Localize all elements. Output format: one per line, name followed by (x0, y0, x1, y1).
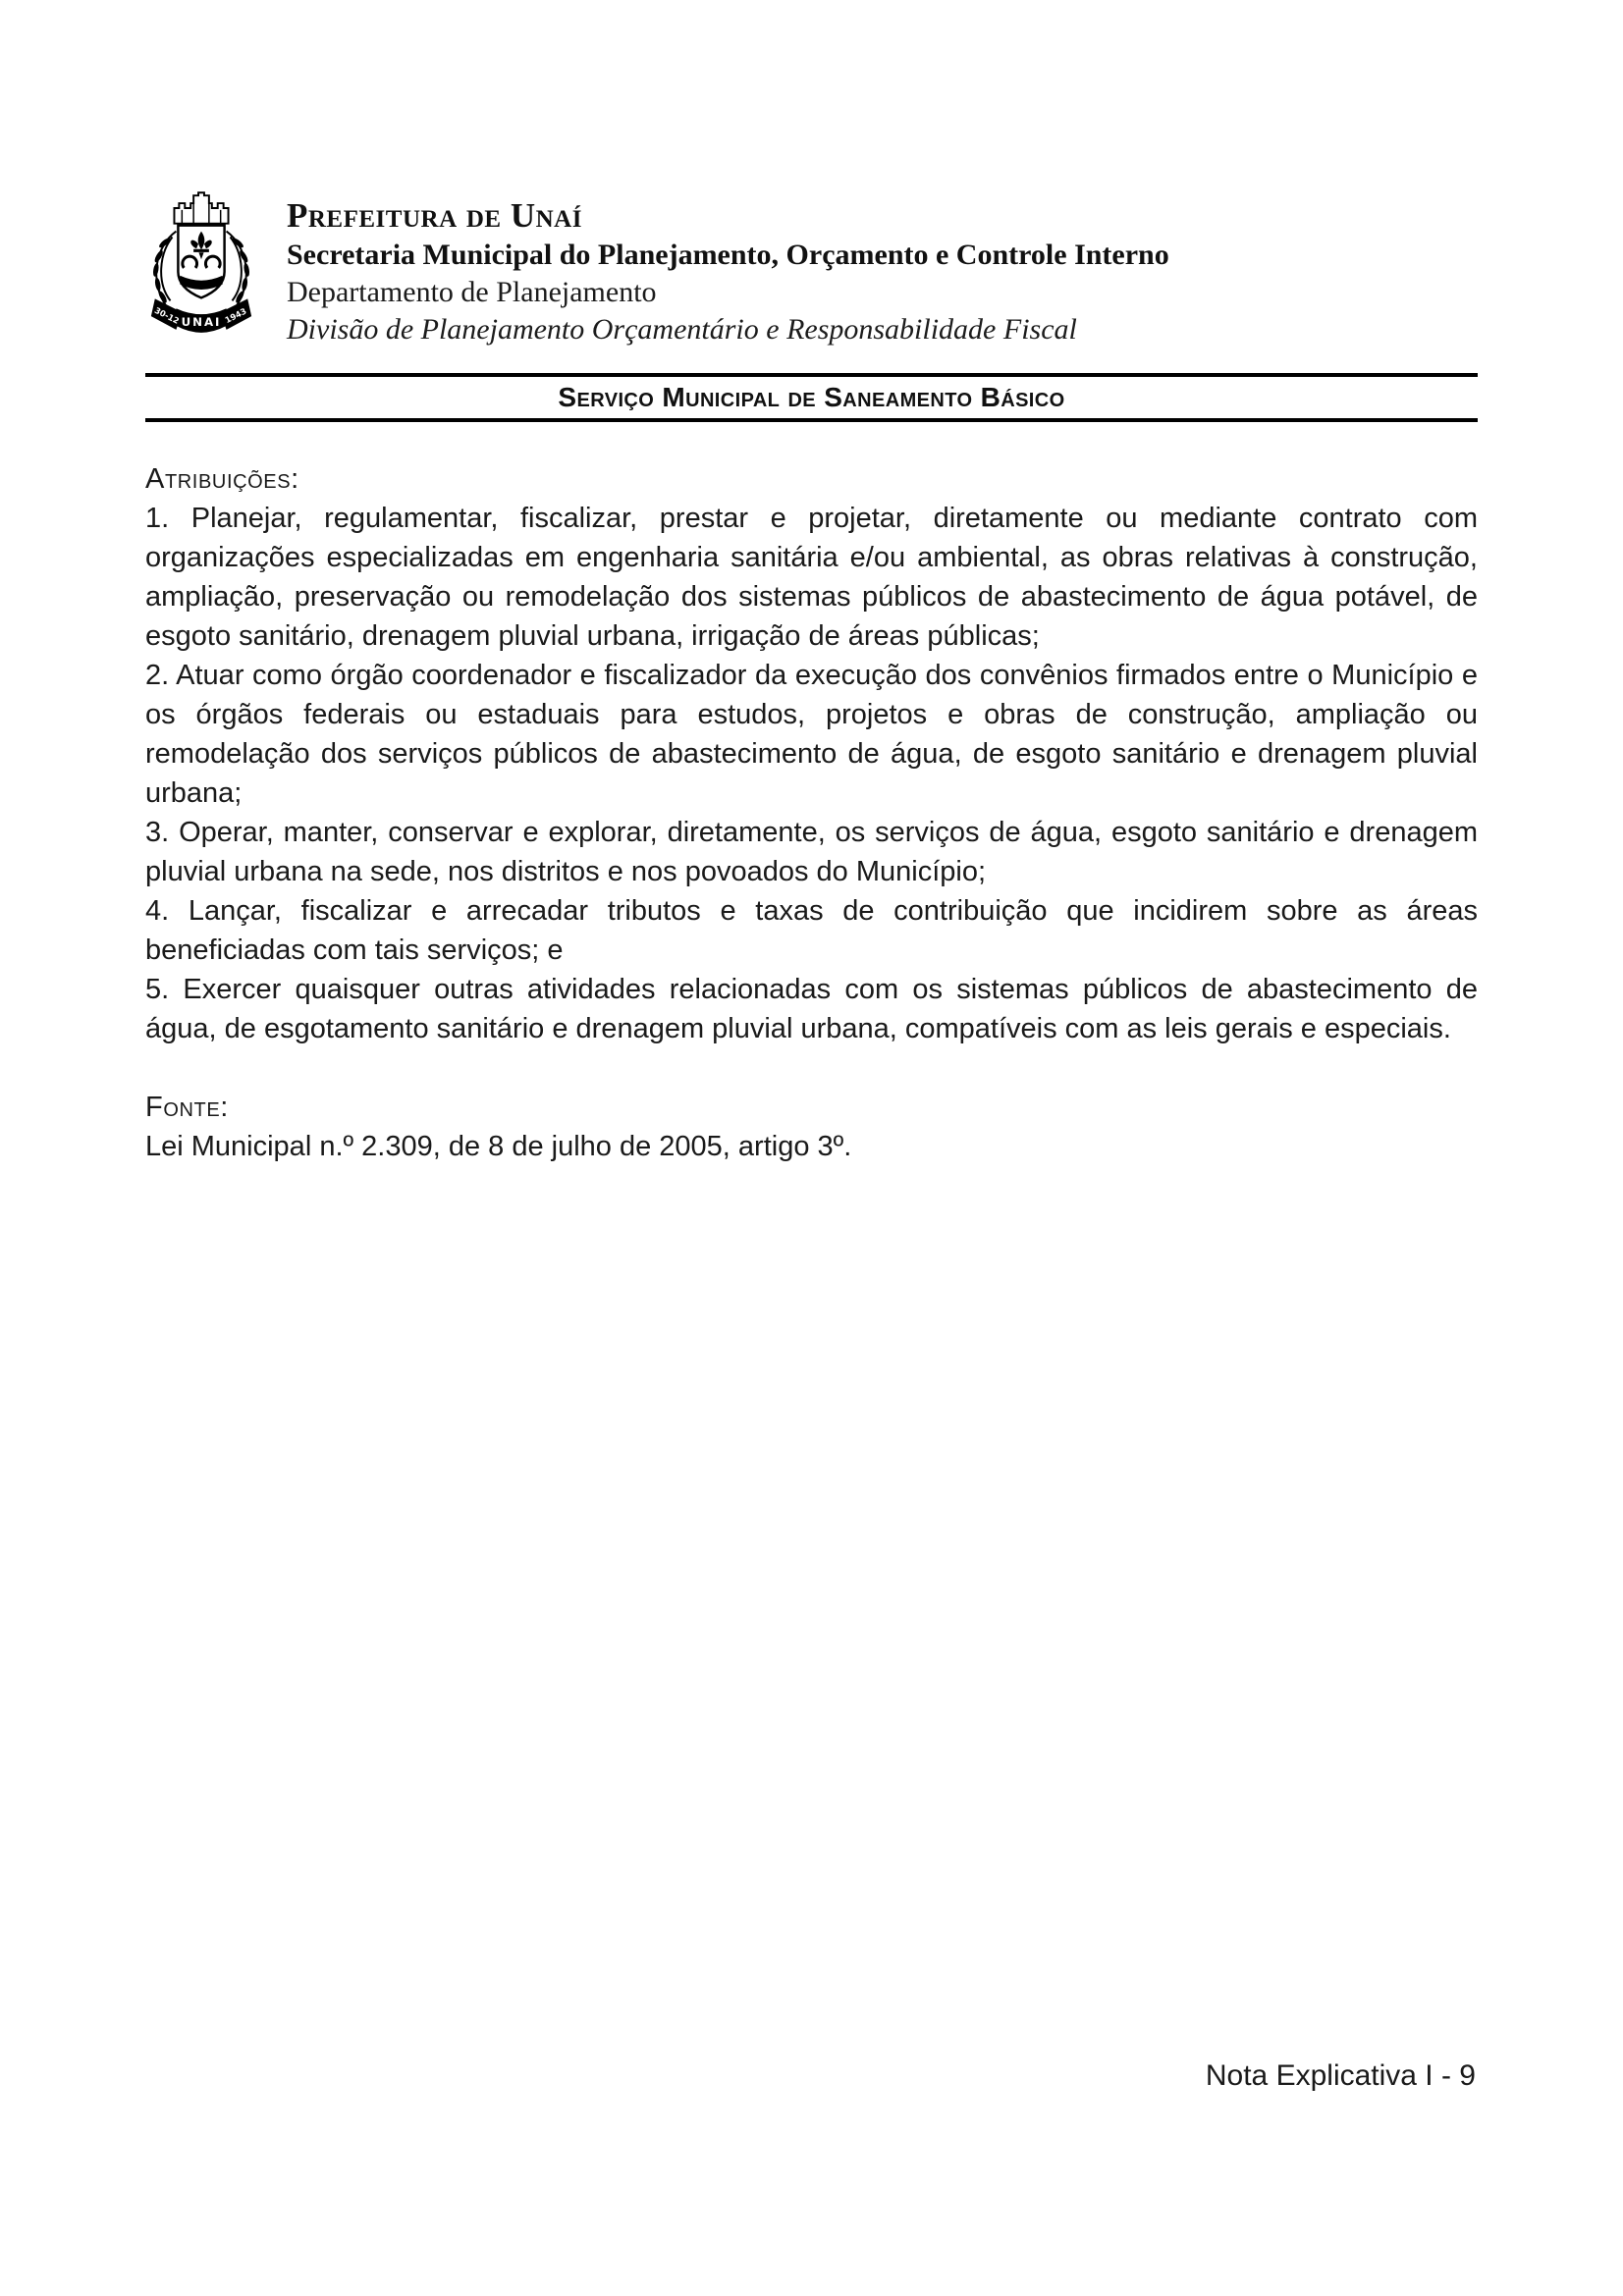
org-name: Prefeitura de Unaí (287, 196, 582, 235)
title-band (145, 373, 1478, 422)
page-title: Serviço Municipal de Saneamento Básico (558, 382, 1065, 412)
source-text: Lei Municipal n.º 2.309, de 8 de julho de 2005, artigo 3º. (145, 1131, 852, 1162)
attribution-item-5: 5. Exercer quaisquer outras atividades relacionadas com os sistemas públicos de abastecimento de água, de esgotamento sanitário e drenagem pluvial urbana, compatíveis com as leis gerais e especiais. (145, 974, 1478, 1044)
attribution-item-4: 4. Lançar, fiscalizar e arrecadar tributos e taxas de contribuição que incidirem sobre as áreas beneficiadas com tais serviços; e (145, 895, 1478, 966)
attribution-item-2: 2. Atuar como órgão coordenador e fiscalizador da execução dos convênios firmados entre o Município e os órgãos federais ou estaduais para estudos, projetos e obras de construção, ampliação ou remodelação dos serviços públicos de abastecimento de água, de esgoto sanitário e drenagem pluvial urbana; (145, 660, 1478, 809)
attribution-item-1: 1. Planejar, regulamentar, fiscalizar, prestar e projetar, diretamente ou mediante contrato com organizações especializadas em engenharia sanitária e/ou ambiental, as obras relativas à construção, ampliação, preservação ou remodelação dos sistemas públicos de abastecimento de água potável, de esgoto sanitário, drenagem pluvial urbana, irrigação de áreas públicas; (145, 503, 1478, 652)
document-header (143, 188, 1169, 348)
department-line: Departamento de Planejamento (287, 276, 657, 308)
logo-banner-left-text: 30-12 (152, 304, 182, 326)
logo-banner-center-text: UNAI (181, 314, 222, 329)
secretariat-line: Secretaria Municipal do Planejamento, Orçamento e Controle Interno (287, 239, 1169, 271)
source-block (145, 1088, 1478, 1166)
attribution-item-3: 3. Operar, manter, conservar e explorar, diretamente, os serviços de água, esgoto sanitário e drenagem pluvial urbana na sede, nos distritos e nos povoados do Município; (145, 817, 1478, 887)
document-body (145, 459, 1478, 1166)
division-line: Divisão de Planejamento Orçamentário e Responsabilidade Fiscal (287, 313, 1077, 346)
logo-banner-right-text: 1943 (223, 305, 248, 326)
source-label: Fonte: (145, 1092, 229, 1123)
coat-of-arms-icon (143, 188, 259, 340)
attributions-label: Atribuições: (145, 463, 299, 495)
header-text-block (287, 188, 1169, 348)
footer-page-label: Nota Explicativa I - 9 (1205, 2059, 1476, 2092)
unai-crest-graphic (143, 188, 259, 340)
